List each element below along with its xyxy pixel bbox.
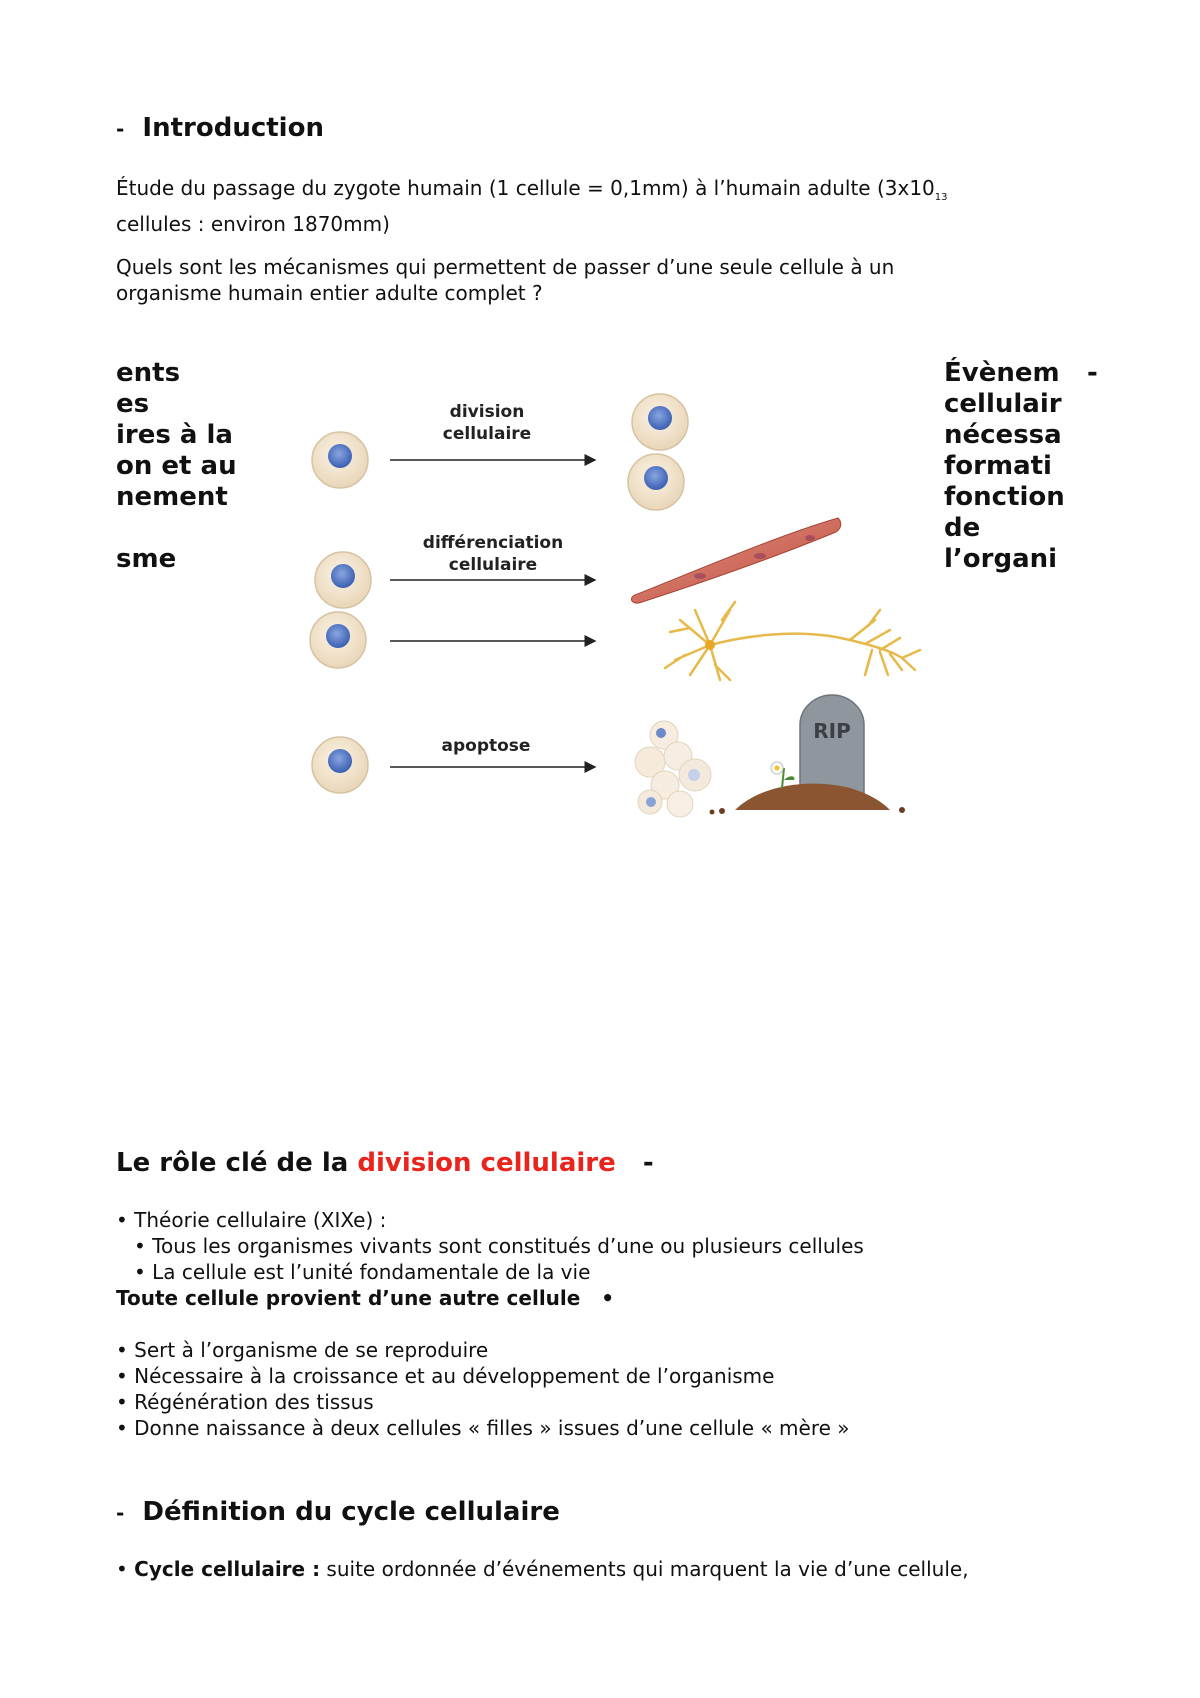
bullet-icon: • (116, 1557, 128, 1581)
label-apoptose: apoptose (441, 736, 531, 756)
intro-p2-line2: organisme humain entier adulte complet ? (116, 281, 543, 305)
section2-heading-dash: - (642, 1148, 654, 1178)
label-division-1: division (449, 402, 525, 422)
intro-p1-line2: cellules : environ 1870mm) (116, 212, 390, 236)
left-fragment-line: ires à la (116, 420, 233, 450)
right-text-fragment (944, 358, 1065, 575)
source-cell (310, 612, 366, 668)
section3-heading (116, 1497, 560, 1527)
source-cell (315, 552, 371, 608)
list-item-text: Sert à l’organisme de se reproduire (134, 1338, 489, 1362)
source-cell (312, 737, 368, 793)
right-fragment-line: l’organi (944, 544, 1058, 574)
daughter-cell (628, 454, 684, 510)
list-item (116, 1415, 1116, 1441)
list-item (116, 1337, 1116, 1363)
theory-text: Théorie cellulaire (XIXe) : (134, 1208, 387, 1232)
cycle-term: Cycle cellulaire : (134, 1557, 321, 1581)
bullet-icon: • (134, 1260, 146, 1284)
intro-p1-subscript: 13 (934, 192, 948, 203)
theory-item: La cellule est l’unité fondamentale de la vie (152, 1260, 591, 1284)
right-fragment-line: de (944, 513, 981, 543)
section3-heading-text: Définition du cycle cellulaire (142, 1497, 560, 1527)
left-fragment-line: nement (116, 482, 228, 512)
section2-heading-prefix: Le rôle clé de la (116, 1148, 358, 1178)
bold-statement-text: Toute cellule provient d’une autre cellule (116, 1286, 581, 1310)
daughter-cell (632, 394, 688, 450)
intro-heading (116, 113, 324, 143)
bullet-icon: • (116, 1208, 128, 1232)
bold-statement (116, 1285, 1116, 1311)
bullet-icon: • (134, 1234, 146, 1258)
list-item (116, 1389, 1116, 1415)
bullet-list (116, 1337, 1116, 1441)
source-cell (312, 432, 368, 488)
section3-dash: - (116, 1501, 125, 1525)
label-division-2: cellulaire (442, 424, 532, 444)
bullet-icon: • (116, 1364, 128, 1388)
left-text-fragment (116, 358, 237, 575)
list-item (116, 1363, 1116, 1389)
apoptotic-bodies (635, 721, 711, 817)
neuron-cell (665, 602, 920, 680)
intro-p2-line1: Quels sont les mécanismes qui permettent de passer d’une seule cellule à un (116, 255, 895, 279)
muscle-cell (631, 518, 840, 603)
left-fragment-line: sme (116, 544, 177, 574)
list-item (116, 1259, 1116, 1285)
bullet-icon: • (116, 1338, 128, 1362)
intro-paragraph-1 (116, 175, 1076, 237)
bullet-icon: • (116, 1416, 128, 1440)
cell-fate-figure (290, 370, 940, 830)
intro-p1-line1: Étude du passage du zygote humain (1 cellule = 0,1mm) à l’humain adulte (3x10 (116, 176, 935, 200)
left-fragment-line: on et au (116, 451, 237, 481)
intro-paragraph-2 (116, 254, 1076, 306)
right-fragment-line: formati (944, 451, 1052, 481)
list-item (116, 1233, 1116, 1259)
right-fragment-line: cellulair (944, 389, 1062, 419)
cell-fate-diagram (290, 370, 940, 830)
section2-heading-highlight: division cellulaire (357, 1148, 616, 1178)
left-fragment-line: es (116, 389, 150, 419)
label-differentiation-2: cellulaire (448, 555, 538, 575)
list-item-text: Régénération des tissus (134, 1390, 374, 1414)
cycle-definition (116, 1556, 1116, 1582)
intro-dash: - (116, 117, 125, 141)
list-item (116, 1207, 1116, 1233)
left-fragment-line: ents (116, 358, 181, 388)
rip-text: RIP (813, 719, 851, 743)
right-fragment-line: Évènem (944, 358, 1060, 388)
right-fragment-line: nécessa (944, 420, 1062, 450)
bullet-icon: • (116, 1390, 128, 1414)
tombstone-icon (710, 695, 906, 815)
bullet-icon: • (601, 1286, 615, 1310)
list-item-text: Nécessaire à la croissance et au développement de l’organisme (134, 1364, 775, 1388)
right-dash: - (1087, 358, 1098, 388)
left-fragment-line (116, 513, 237, 544)
intro-heading-text: Introduction (142, 113, 324, 143)
list-item-text: Donne naissance à deux cellules « filles » issues d’une cellule « mère » (134, 1416, 850, 1440)
theory-item: Tous les organismes vivants sont constitués d’une ou plusieurs cellules (152, 1234, 864, 1258)
cycle-definition-text: suite ordonnée d’événements qui marquent la vie d’une cellule, (320, 1557, 969, 1581)
section2-heading (116, 1148, 654, 1178)
label-differentiation-1: différenciation (422, 533, 564, 553)
theory-block (116, 1207, 1116, 1311)
right-fragment-line: fonction (944, 482, 1065, 512)
